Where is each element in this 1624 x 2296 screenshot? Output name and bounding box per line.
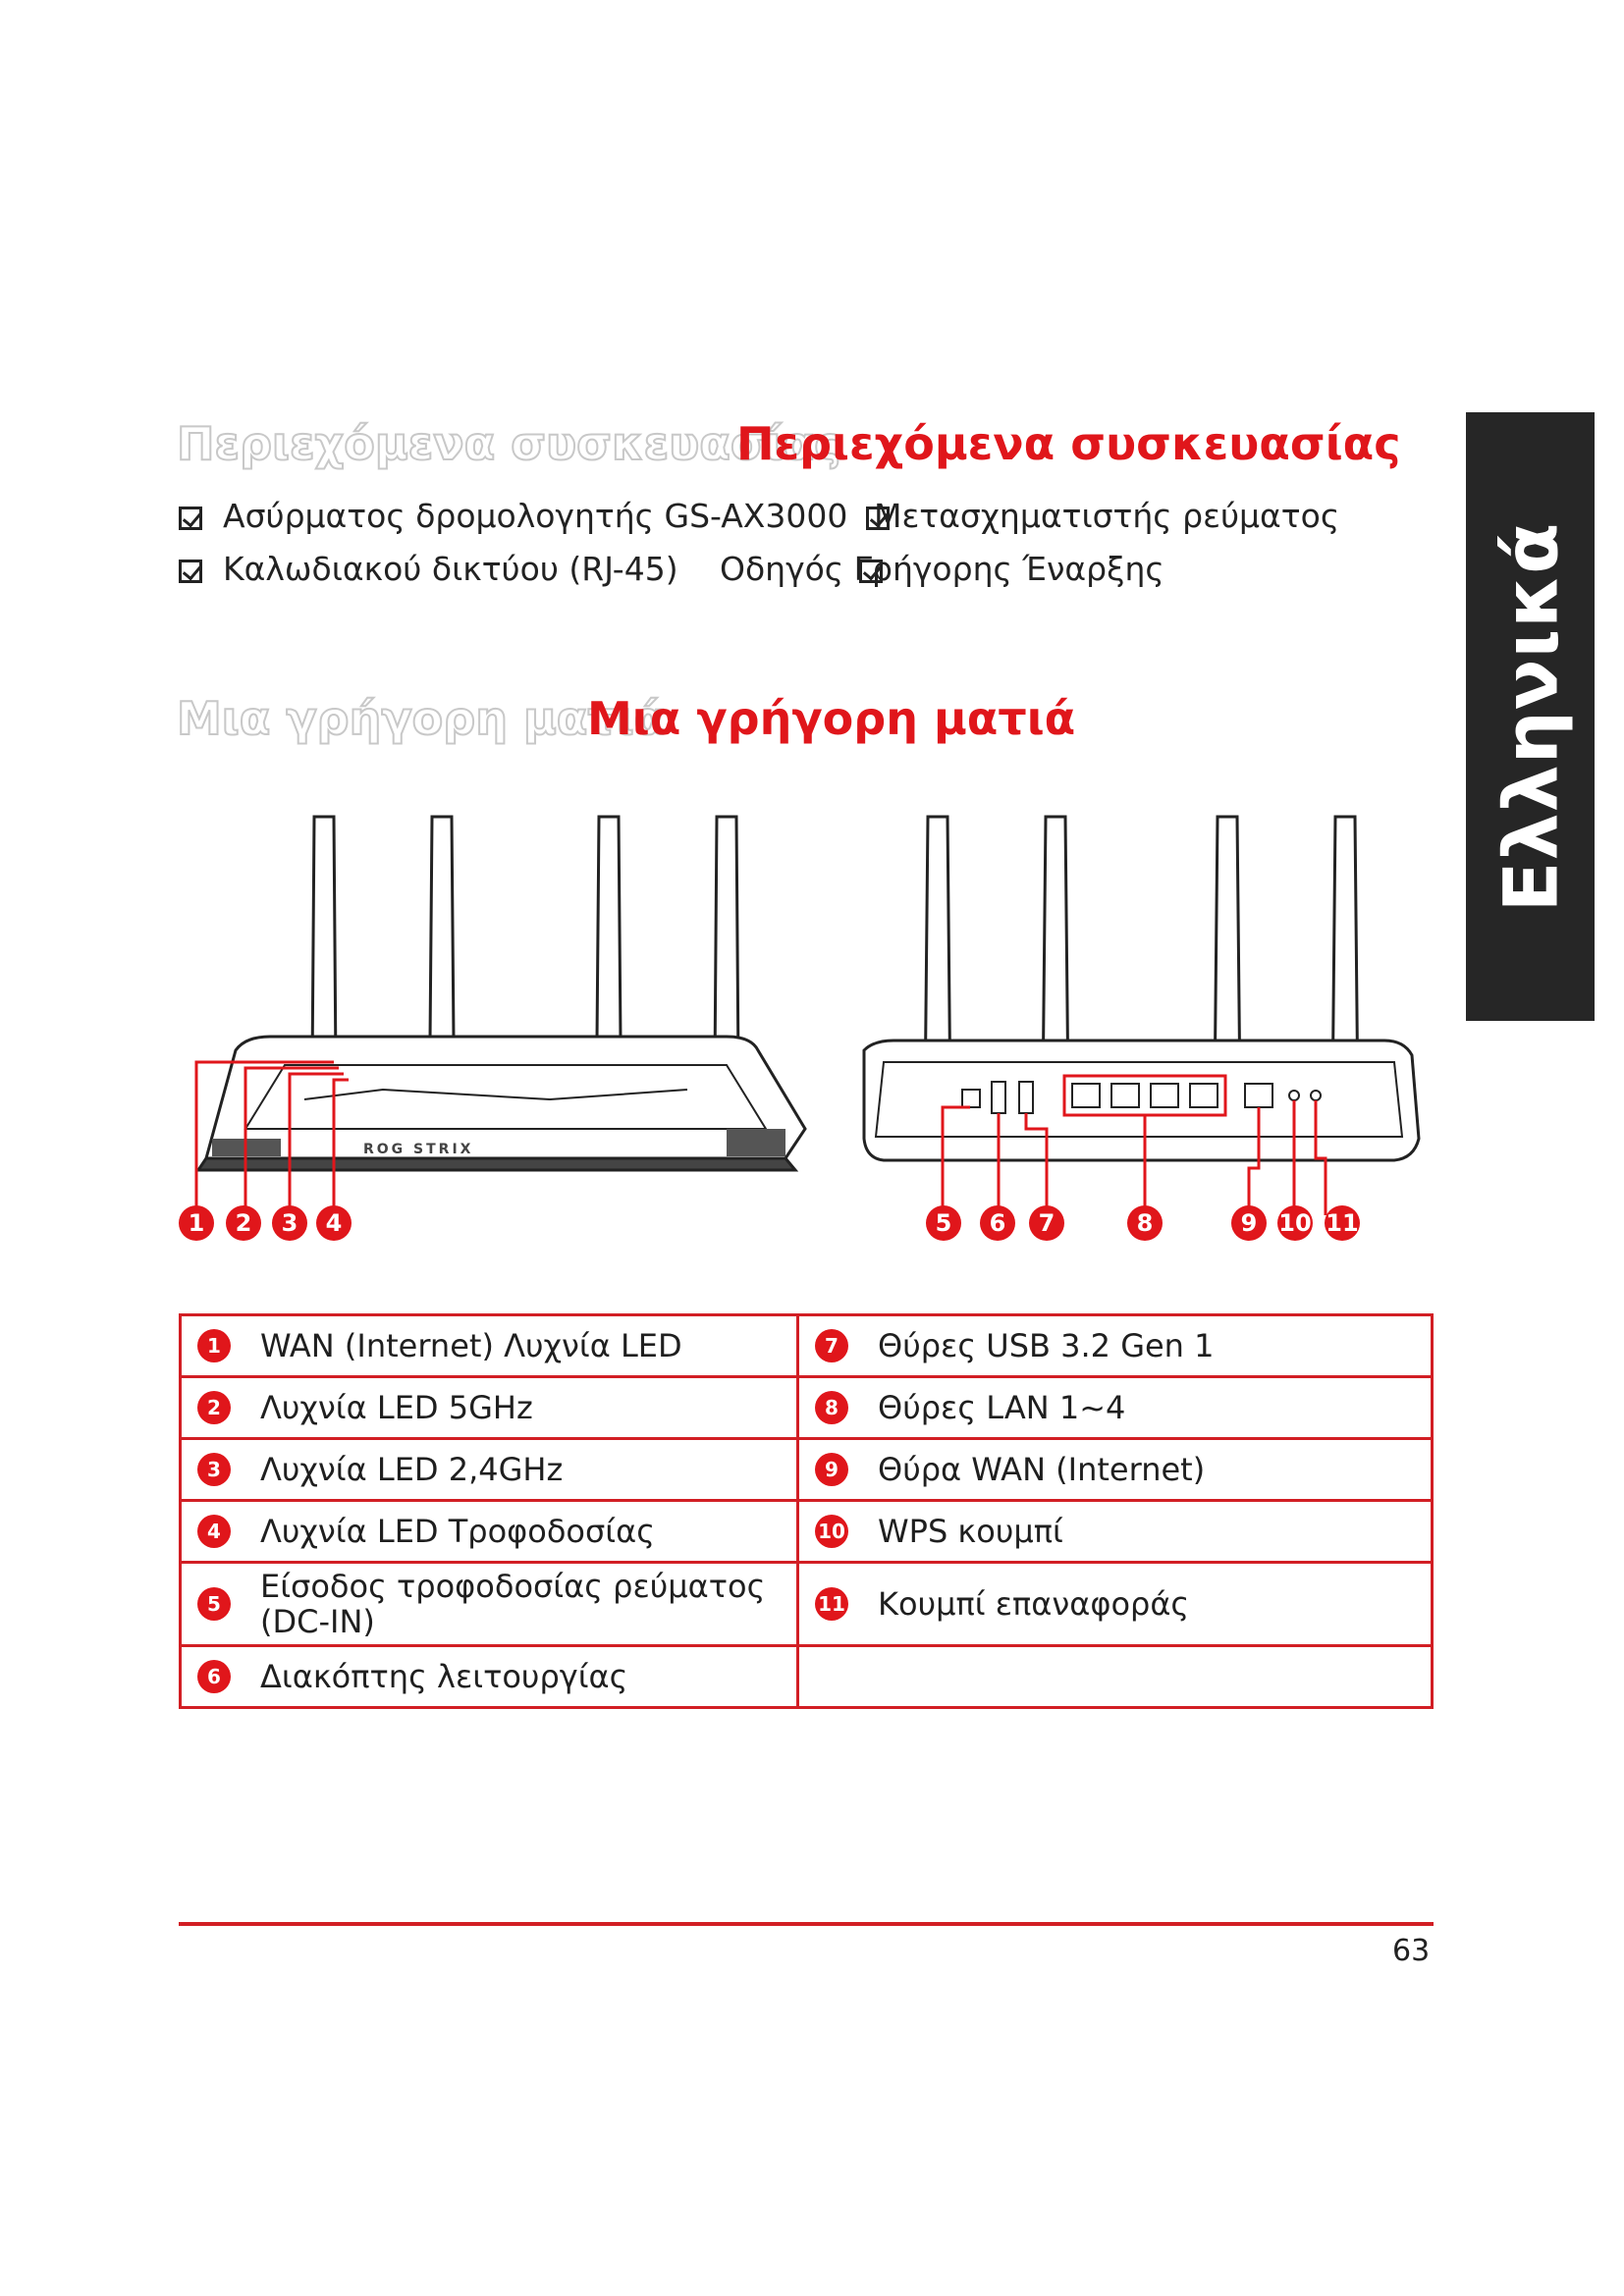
page-number: 63 [1392,1934,1431,1968]
callout-badge-5: 5 [926,1205,961,1241]
footer-rule [179,1922,1434,1926]
callout-badge-1: 1 [179,1205,214,1241]
checkbox-icon [179,507,202,530]
legend-badge: 4 [197,1515,231,1548]
package-contents-ghost-title: Περιεχόμενα συσκευασίας [177,417,841,470]
package-contents-title: Περιεχόμενα συσκευασίας [736,417,1401,470]
legend-label: Λυχνία LED 5GHz [260,1389,533,1426]
table-row [181,1563,1433,1646]
table-row [181,1377,1433,1439]
language-tab-label: Ελληνικά [1487,521,1575,912]
router-front-illustration [177,805,825,1237]
overview-ghost-title: Μια γρήγορη ματιά [177,692,666,745]
legend-label: Λυχνία LED 2,4GHz [260,1451,564,1488]
router-brand-text: ROG STRIX [363,1142,474,1157]
legend-label: Διακόπτης λειτουργίας [260,1658,628,1695]
table-row [181,1315,1433,1377]
overview-title: Μια γρήγορη ματιά [587,692,1076,745]
router-back-illustration [854,805,1424,1237]
empty-cell [798,1646,1433,1708]
callout-badge-2: 2 [226,1205,261,1241]
legend-label: Θύρα WAN (Internet) [878,1451,1206,1488]
legend-label: WPS κουμπί [878,1513,1063,1550]
legend-label: Θύρες LAN 1~4 [878,1389,1126,1426]
legend-badge: 5 [197,1587,231,1621]
language-tab [1466,412,1595,1021]
legend-label: Θύρες USB 3.2 Gen 1 [878,1327,1215,1364]
callout-badge-4: 4 [316,1205,352,1241]
legend-label: Λυχνία LED Τροφοδοσίας [260,1513,655,1550]
component-legend-table [179,1313,1434,1709]
callout-badge-7: 7 [1029,1205,1064,1241]
legend-badge: 7 [815,1329,848,1362]
legend-label: WAN (Internet) Λυχνία LED [260,1327,682,1364]
table-row [181,1501,1433,1563]
callout-badge-6: 6 [980,1205,1015,1241]
table-row [181,1646,1433,1708]
package-item-cable: Καλωδιακού δικτύου (RJ-45) [223,550,678,588]
legend-label: Είσοδος τροφοδοσίας ρεύματος (DC-IN) [260,1568,766,1640]
legend-badge: 8 [815,1391,848,1424]
callout-badge-11: 11 [1325,1205,1360,1241]
legend-badge: 6 [197,1660,231,1693]
package-item-adapter: Μετασχηματιστής ρεύματος [874,497,1340,535]
callout-badge-8: 8 [1127,1205,1163,1241]
callout-badge-9: 9 [1231,1205,1267,1241]
package-item-router: Ασύρματος δρομολογητής GS-AX3000 [223,497,848,535]
package-item-guide: Οδηγός Γρήγορης Έναρξης [720,550,1164,588]
legend-badge: 2 [197,1391,231,1424]
callout-badge-3: 3 [272,1205,307,1241]
legend-badge: 1 [197,1329,231,1362]
table-row [181,1439,1433,1501]
checkbox-icon [179,560,202,583]
legend-badge: 11 [815,1587,848,1621]
legend-badge: 10 [815,1515,848,1548]
callout-badge-10: 10 [1277,1205,1313,1241]
legend-label: Κουμπί επαναφοράς [878,1585,1190,1623]
legend-badge: 3 [197,1453,231,1486]
legend-badge: 9 [815,1453,848,1486]
